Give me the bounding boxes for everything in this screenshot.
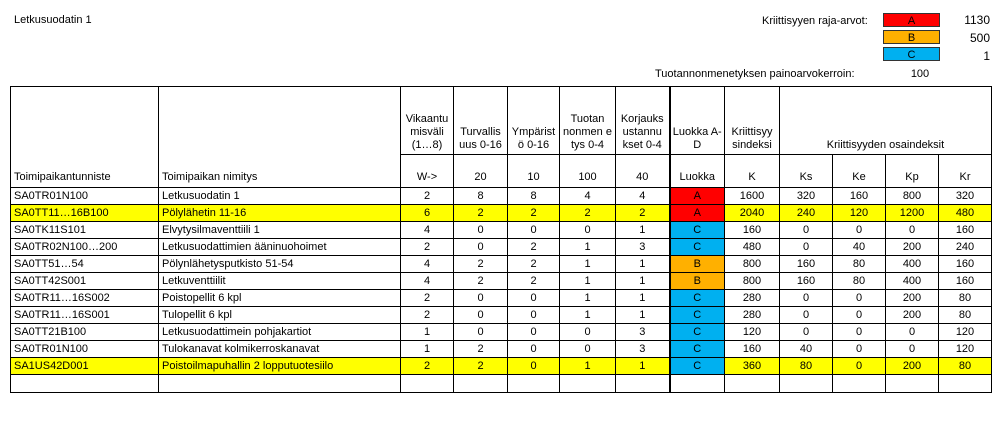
criticality-class-c: C — [883, 47, 940, 61]
cell-safety: 8 — [454, 188, 508, 205]
cell-repair: 3 — [616, 324, 670, 341]
sheet-title: Letkusuodatin 1 — [14, 14, 92, 26]
cell-production: 1 — [560, 239, 616, 256]
header-location-id: Toimipaikantunniste — [11, 155, 159, 188]
cell-location-id: SA0TT51…54 — [11, 256, 159, 273]
cell-ke: 80 — [833, 273, 886, 290]
cell-environment: 0 — [508, 307, 560, 324]
cell-safety: 0 — [454, 222, 508, 239]
cell-production: 1 — [560, 256, 616, 273]
table-row — [11, 273, 992, 290]
cell-failure: 2 — [401, 290, 454, 307]
cell-failure: 4 — [401, 256, 454, 273]
empty-cell — [159, 375, 401, 393]
cell-environment: 0 — [508, 222, 560, 239]
cell-location-name: Tulopellit 6 kpl — [159, 307, 401, 324]
cell-failure: 1 — [401, 324, 454, 341]
cell-environment: 2 — [508, 273, 560, 290]
cell-environment: 0 — [508, 341, 560, 358]
cell-safety: 2 — [454, 358, 508, 375]
cell-class: C — [670, 307, 725, 324]
cell-failure: 2 — [401, 358, 454, 375]
cell-kp: 0 — [886, 222, 939, 239]
cell-location-name: Poistopellit 6 kpl — [159, 290, 401, 307]
table-row — [11, 307, 992, 324]
empty-cell — [401, 375, 454, 393]
empty-cell — [11, 375, 159, 393]
cell-kr: 80 — [939, 307, 992, 324]
weight-production: 100 — [560, 155, 616, 188]
cell-repair: 3 — [616, 239, 670, 256]
cell-location-name: Tulokanavat kolmikerroskanavat — [159, 341, 401, 358]
header-safety: Turvallis uus 0-16 — [454, 87, 508, 155]
table-row — [11, 188, 992, 205]
table-row — [11, 358, 992, 375]
cell-ke: 40 — [833, 239, 886, 256]
cell-k: 160 — [725, 341, 780, 358]
cell-environment: 2 — [508, 205, 560, 222]
cell-production: 0 — [560, 324, 616, 341]
cell-location-name: Pölylähetin 11-16 — [159, 205, 401, 222]
weight-failure: W-> — [401, 155, 454, 188]
cell-failure: 1 — [401, 341, 454, 358]
criticality-limits-label: Kriittisyyen raja-arvot: — [762, 15, 868, 27]
cell-failure: 2 — [401, 307, 454, 324]
table-body — [11, 188, 992, 375]
cell-failure: 2 — [401, 239, 454, 256]
header-id-top — [11, 87, 159, 155]
cell-repair: 1 — [616, 358, 670, 375]
criticality-value-b: 500 — [969, 31, 990, 45]
cell-kr: 160 — [939, 222, 992, 239]
cell-k: 480 — [725, 239, 780, 256]
cell-k: 1600 — [725, 188, 780, 205]
cell-kp: 800 — [886, 188, 939, 205]
cell-repair: 2 — [616, 205, 670, 222]
cell-production: 2 — [560, 205, 616, 222]
cell-class: A — [670, 188, 725, 205]
header-criticality-index: Kriittisyy sindeksi — [725, 87, 780, 155]
cell-location-name: Elvytysilmaventtiili 1 — [159, 222, 401, 239]
cell-ke: 0 — [833, 222, 886, 239]
cell-repair: 3 — [616, 341, 670, 358]
cell-kp: 0 — [886, 324, 939, 341]
cell-kr: 480 — [939, 205, 992, 222]
cell-kr: 160 — [939, 256, 992, 273]
cell-k: 800 — [725, 256, 780, 273]
cell-production: 0 — [560, 341, 616, 358]
header-failure-interval: Vikaantu misväli (1…8) — [401, 87, 454, 155]
cell-location-id: SA0TR01N100 — [11, 341, 159, 358]
cell-failure: 4 — [401, 222, 454, 239]
cell-kr: 80 — [939, 290, 992, 307]
criticality-class-a: A — [883, 13, 940, 27]
cell-repair: 1 — [616, 222, 670, 239]
cell-k: 120 — [725, 324, 780, 341]
cell-k: 2040 — [725, 205, 780, 222]
cell-kr: 120 — [939, 341, 992, 358]
cell-class: C — [670, 324, 725, 341]
cell-ks: 0 — [780, 222, 833, 239]
header-kr: Kr — [939, 155, 992, 188]
cell-kp: 1200 — [886, 205, 939, 222]
cell-safety: 0 — [454, 307, 508, 324]
weight-repair: 40 — [616, 155, 670, 188]
empty-cell — [670, 375, 725, 393]
empty-cell — [508, 375, 560, 393]
empty-cell — [939, 375, 992, 393]
cell-location-id: SA0TK11S101 — [11, 222, 159, 239]
cell-kr: 160 — [939, 273, 992, 290]
cell-safety: 2 — [454, 273, 508, 290]
criticality-value-a: 1130 — [964, 13, 990, 27]
cell-repair: 1 — [616, 273, 670, 290]
cell-class: A — [670, 205, 725, 222]
cell-environment: 8 — [508, 188, 560, 205]
cell-class: C — [670, 341, 725, 358]
cell-environment: 2 — [508, 256, 560, 273]
cell-location-name: Letkusuodattimein pohjakartiot — [159, 324, 401, 341]
cell-production: 1 — [560, 307, 616, 324]
empty-cell — [780, 375, 833, 393]
cell-production: 1 — [560, 290, 616, 307]
cell-location-id: SA0TR02N100…200 — [11, 239, 159, 256]
table-row — [11, 222, 992, 239]
cell-kp: 400 — [886, 273, 939, 290]
header-sub-indices: Kriittisyyden osaindeksit — [780, 87, 992, 155]
header-environment: Ympärist ö 0-16 — [508, 87, 560, 155]
cell-safety: 0 — [454, 239, 508, 256]
cell-class: C — [670, 239, 725, 256]
cell-kr: 240 — [939, 239, 992, 256]
cell-environment: 0 — [508, 324, 560, 341]
cell-location-id: SA0TR11…16S001 — [11, 307, 159, 324]
criticality-class-b: B — [883, 30, 940, 44]
cell-location-id: SA0TR11…16S002 — [11, 290, 159, 307]
empty-cell — [560, 375, 616, 393]
cell-ke: 160 — [833, 188, 886, 205]
table-row — [11, 205, 992, 222]
cell-repair: 1 — [616, 290, 670, 307]
table-row — [11, 239, 992, 256]
empty-cell — [833, 375, 886, 393]
cell-environment: 0 — [508, 290, 560, 307]
cell-ke: 0 — [833, 358, 886, 375]
cell-kp: 200 — [886, 239, 939, 256]
header-kp: Kp — [886, 155, 939, 188]
cell-environment: 2 — [508, 239, 560, 256]
cell-failure: 2 — [401, 188, 454, 205]
cell-ks: 0 — [780, 239, 833, 256]
cell-location-id: SA0TT11…16B100 — [11, 205, 159, 222]
header-production-loss: Tuotan nonmen e tys 0-4 — [560, 87, 616, 155]
cell-k: 800 — [725, 273, 780, 290]
cell-kr: 320 — [939, 188, 992, 205]
empty-cell — [454, 375, 508, 393]
header-repair-cost: Korjauks ustannu kset 0-4 — [616, 87, 670, 155]
cell-failure: 6 — [401, 205, 454, 222]
cell-kp: 0 — [886, 341, 939, 358]
cell-kr: 120 — [939, 324, 992, 341]
cell-kp: 200 — [886, 358, 939, 375]
cell-class: C — [670, 222, 725, 239]
cell-location-name: Poistoilmapuhallin 2 lopputuotesiilo — [159, 358, 401, 375]
header-ke: Ke — [833, 155, 886, 188]
header-class: Luokka A-D — [670, 87, 725, 155]
cell-ks: 240 — [780, 205, 833, 222]
header-ks: Ks — [780, 155, 833, 188]
criticality-table — [10, 86, 992, 393]
cell-k: 160 — [725, 222, 780, 239]
cell-production: 0 — [560, 222, 616, 239]
cell-repair: 1 — [616, 256, 670, 273]
cell-k: 280 — [725, 290, 780, 307]
cell-location-name: Letkusuodattimien ääninuohoimet — [159, 239, 401, 256]
cell-safety: 0 — [454, 290, 508, 307]
table-row — [11, 341, 992, 358]
header-location-name: Toimipaikan nimitys — [159, 155, 401, 188]
table-row — [11, 290, 992, 307]
empty-cell — [616, 375, 670, 393]
cell-location-id: SA1US42D001 — [11, 358, 159, 375]
cell-location-name: Letkuventtiilit — [159, 273, 401, 290]
header-k: K — [725, 155, 780, 188]
cell-kp: 200 — [886, 290, 939, 307]
cell-ke: 0 — [833, 307, 886, 324]
weight-environment: 10 — [508, 155, 560, 188]
cell-production: 1 — [560, 273, 616, 290]
cell-ks: 160 — [780, 256, 833, 273]
cell-environment: 0 — [508, 358, 560, 375]
cell-ke: 0 — [833, 324, 886, 341]
cell-production: 1 — [560, 358, 616, 375]
cell-location-id: SA0TT42S001 — [11, 273, 159, 290]
cell-location-id: SA0TR01N100 — [11, 188, 159, 205]
cell-k: 280 — [725, 307, 780, 324]
cell-repair: 1 — [616, 307, 670, 324]
cell-ks: 80 — [780, 358, 833, 375]
cell-safety: 2 — [454, 341, 508, 358]
cell-safety: 2 — [454, 205, 508, 222]
cell-production: 4 — [560, 188, 616, 205]
cell-location-name: Letkusuodatin 1 — [159, 188, 401, 205]
cell-kp: 400 — [886, 256, 939, 273]
cell-ks: 0 — [780, 324, 833, 341]
table-row — [11, 324, 992, 341]
cell-ks: 320 — [780, 188, 833, 205]
criticality-value-c: 1 — [983, 49, 990, 63]
cell-location-id: SA0TT21B100 — [11, 324, 159, 341]
cell-class: B — [670, 273, 725, 290]
cell-class: C — [670, 358, 725, 375]
weight-factor-value: 100 — [910, 68, 930, 80]
cell-safety: 0 — [454, 324, 508, 341]
cell-class: C — [670, 290, 725, 307]
cell-ks: 0 — [780, 307, 833, 324]
cell-ke: 80 — [833, 256, 886, 273]
cell-class: B — [670, 256, 725, 273]
header-class-short: Luokka — [670, 155, 725, 188]
weight-factor-label: Tuotannonmenetyksen painoarvokerroin: — [655, 68, 855, 80]
cell-ks: 0 — [780, 290, 833, 307]
header-name-top — [159, 87, 401, 155]
cell-repair: 4 — [616, 188, 670, 205]
table-row — [11, 256, 992, 273]
cell-ke: 120 — [833, 205, 886, 222]
empty-cell — [725, 375, 780, 393]
empty-cell — [886, 375, 939, 393]
cell-kr: 80 — [939, 358, 992, 375]
cell-kp: 200 — [886, 307, 939, 324]
cell-ks: 40 — [780, 341, 833, 358]
cell-location-name: Pölynlähetysputkisto 51-54 — [159, 256, 401, 273]
cell-k: 360 — [725, 358, 780, 375]
cell-safety: 2 — [454, 256, 508, 273]
cell-failure: 4 — [401, 273, 454, 290]
cell-ke: 0 — [833, 290, 886, 307]
cell-ks: 160 — [780, 273, 833, 290]
cell-ke: 0 — [833, 341, 886, 358]
weight-safety: 20 — [454, 155, 508, 188]
